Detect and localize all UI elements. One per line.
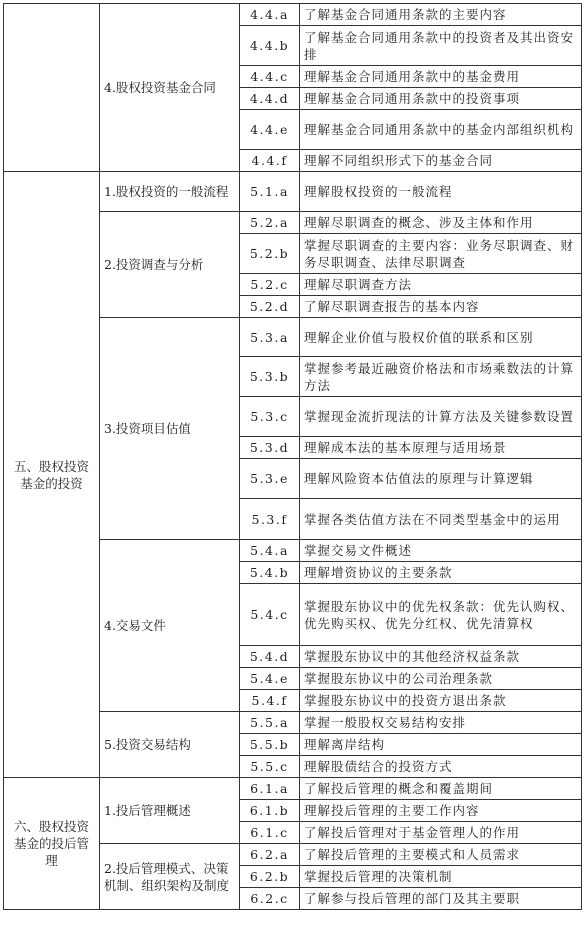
- item-code: 6.2.a: [240, 844, 300, 866]
- section-title: 1.投后管理概述: [100, 778, 240, 844]
- item-code: 5.1.a: [240, 172, 300, 212]
- item-requirement: 掌握现金流折现法的计算方法及关键参数设置: [300, 397, 582, 437]
- section-title: 1.股权投资的一般流程: [100, 172, 240, 212]
- item-code: 5.2.d: [240, 296, 300, 318]
- section-title: 4.股权投资基金合同: [100, 4, 240, 172]
- item-requirement: 理解增资协议的主要条款: [300, 562, 582, 584]
- item-requirement: 了解基金合同通用条款中的投资者及其出资安排: [300, 26, 582, 66]
- chapter-title: 五、股权投资基金的投资: [4, 172, 100, 778]
- item-code: 5.4.d: [240, 646, 300, 668]
- item-requirement: 了解投后管理的概念和覆盖期间: [300, 778, 582, 800]
- item-code: 5.5.c: [240, 756, 300, 778]
- item-requirement: 掌握参考最近融资价格法和市场乘数法的计算方法: [300, 357, 582, 397]
- item-code: 5.4.e: [240, 668, 300, 690]
- item-requirement: 了解投后管理的主要模式和人员需求: [300, 844, 582, 866]
- section-title: 2.投资调查与分析: [100, 212, 240, 318]
- item-requirement: 掌握股东协议中的其他经济权益条款: [300, 646, 582, 668]
- item-code: 5.3.f: [240, 499, 300, 540]
- item-code: 5.2.a: [240, 212, 300, 234]
- item-code: 6.2.c: [240, 888, 300, 910]
- item-code: 4.4.c: [240, 66, 300, 88]
- chapter-title: [4, 4, 100, 172]
- item-requirement: 掌握股东协议中的公司治理条款: [300, 668, 582, 690]
- item-code: 4.4.b: [240, 26, 300, 66]
- item-requirement: 了解尽职调查报告的基本内容: [300, 296, 582, 318]
- item-requirement: 掌握股东协议中的投资方退出条款: [300, 690, 582, 712]
- item-code: 5.3.b: [240, 357, 300, 397]
- item-requirement: 掌握尽职调查的主要内容：业务尽职调查、财务尽职调查、法律尽职调查: [300, 234, 582, 274]
- item-requirement: 掌握投后管理的决策机制: [300, 866, 582, 888]
- item-requirement: 理解股债结合的投资方式: [300, 756, 582, 778]
- item-requirement: 理解风险资本估值法的原理与计算逻辑: [300, 459, 582, 499]
- section-title: 4.交易文件: [100, 540, 240, 712]
- item-code: 5.5.b: [240, 734, 300, 756]
- item-code: 5.4.a: [240, 540, 300, 562]
- item-code: 5.2.b: [240, 234, 300, 274]
- item-code: 5.3.d: [240, 437, 300, 459]
- item-requirement: 掌握各类估值方法在不同类型基金中的运用: [300, 499, 582, 540]
- item-code: 6.1.b: [240, 800, 300, 822]
- item-requirement: 了解参与投后管理的部门及其主要职: [300, 888, 582, 910]
- syllabus-table: [3, 3, 582, 910]
- item-code: 5.2.c: [240, 274, 300, 296]
- item-requirement: 理解成本法的基本原理与适用场景: [300, 437, 582, 459]
- item-code: 6.2.b: [240, 866, 300, 888]
- item-code: 4.4.d: [240, 88, 300, 110]
- item-requirement: 理解基金合同通用条款中的基金费用: [300, 66, 582, 88]
- item-code: 4.4.e: [240, 110, 300, 150]
- section-title: 3.投资项目估值: [100, 318, 240, 540]
- item-code: 6.1.a: [240, 778, 300, 800]
- item-code: 4.4.a: [240, 4, 300, 26]
- item-requirement: 了解基金合同通用条款的主要内容: [300, 4, 582, 26]
- item-code: 5.3.a: [240, 318, 300, 357]
- syllabus-body: [4, 4, 582, 910]
- item-code: 6.1.c: [240, 822, 300, 844]
- item-requirement: 理解不同组织形式下的基金合同: [300, 150, 582, 172]
- item-requirement: 理解离岸结构: [300, 734, 582, 756]
- table-row: [4, 4, 582, 26]
- item-requirement: 了解投后管理对于基金管理人的作用: [300, 822, 582, 844]
- item-requirement: 理解基金合同通用条款中的基金内部组织机构: [300, 110, 582, 150]
- item-requirement: 掌握股东协议中的优先权条款：优先认购权、优先购买权、优先分红权、优先清算权: [300, 584, 582, 646]
- section-title: 2.投后管理模式、决策机制、组织架构及制度: [100, 844, 240, 910]
- item-requirement: 理解股权投资的一般流程: [300, 172, 582, 212]
- item-code: 5.3.e: [240, 459, 300, 499]
- item-code: 4.4.f: [240, 150, 300, 172]
- item-code: 5.4.c: [240, 584, 300, 646]
- item-requirement: 掌握交易文件概述: [300, 540, 582, 562]
- item-requirement: 理解尽职调查方法: [300, 274, 582, 296]
- table-row: [4, 778, 582, 800]
- item-requirement: 理解企业价值与股权价值的联系和区别: [300, 318, 582, 357]
- item-requirement: 掌握一般股权交易结构安排: [300, 712, 582, 734]
- section-title: 5.投资交易结构: [100, 712, 240, 778]
- item-requirement: 理解投后管理的主要工作内容: [300, 800, 582, 822]
- table-row: [4, 172, 582, 212]
- item-code: 5.4.f: [240, 690, 300, 712]
- item-code: 5.5.a: [240, 712, 300, 734]
- item-code: 5.4.b: [240, 562, 300, 584]
- item-requirement: 理解基金合同通用条款中的投资事项: [300, 88, 582, 110]
- chapter-title: 六、股权投资基金的投后管理: [4, 778, 100, 910]
- item-requirement: 理解尽职调查的概念、涉及主体和作用: [300, 212, 582, 234]
- item-code: 5.3.c: [240, 397, 300, 437]
